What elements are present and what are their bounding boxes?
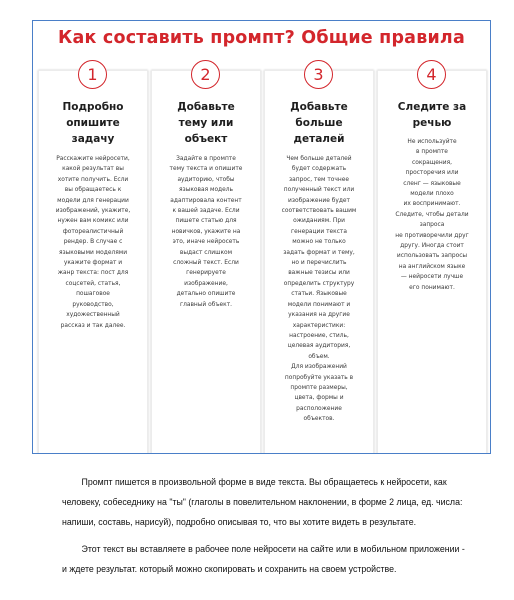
rule-number-1: 1 (78, 60, 107, 89)
paragraph-2: Этот текст вы вставляете в рабочее поле нейросети на сайте или в мобильном приложении - и ждете результат. который можно скопировать и сохранить на своем устройстве. (62, 544, 465, 574)
rule-title-3: Добавьте больше деталей (290, 101, 348, 145)
rule-body-3: Чем больше деталей будет содержать запрос, тем точнее полученный текст или изображение будет соответствовать вашим ожиданиям. При генерации текста можно не только задать формат и тему, но и перечислить важные тезисы или определить структуру статьи. Языковые модели понимают и указания на другие характеристики: настроение, стиль, целевая аудитория, объем. Для изображений попробуйте указать в промпте размеры, цвета, формы и расположение объектов. (281, 156, 357, 423)
rule-body-4: Не используйте в промпте сокращения, просторечия или сленг — языковые модели плохо их воспринимают. Следите, чтобы детали запроса не противоречили друг другу. Иногда стоит использовать запросы на английском языке — нейросети лучше его понимают. (395, 139, 469, 291)
rule-title-4: Следите за речью (397, 101, 467, 129)
rule-number-3: 3 (304, 60, 333, 89)
rule-body-2: Задайте в промпте тему текста и опишите аудиторию, чтобы языковая модель адаптировала контент к вашей задаче. Если пишете статью для новичков, укажите на это, иначе нейросеть выдаст слишком сложный текст. Если генерируете изображение, детально опишите главный объект. (169, 156, 243, 308)
rule-number-2: 2 (191, 60, 220, 89)
rule-card-2 (151, 65, 261, 454)
rule-number-4: 4 (417, 60, 446, 89)
rule-card-3 (264, 65, 374, 454)
rule-card-4 (377, 65, 487, 454)
infographic-title: Как составить промпт? Общие правила (58, 28, 465, 48)
rule-title-2: Добавьте тему или объект (177, 101, 235, 145)
infographic-frame (32, 20, 491, 454)
rule-body-1: Расскажите нейросети, какой результат вы хотите получить. Если вы обращаетесь к модели для генерации изображений, укажите, нужен вам комикс или фотореалистичный рендер. В случае с языковыми моделями укажите формат и жанр текста: пост для соцсетей, статья, пошаговое руководство, художественный рассказ и так далее. (55, 156, 131, 329)
rule-card-1 (38, 65, 148, 454)
rule-title-1: Подробно опишите задачу (62, 101, 124, 145)
paragraph-1: Промпт пишется в произвольной форме в виде текста. Вы обращаетесь к нейросети, как человеку, собеседнику на "ты" (глаголы в повелительном наклонении, в форме 2 лица, ед. числа: напиши, составь, нарисуй), подробно описывая то, что вы хотите видеть в результате. (62, 477, 463, 527)
